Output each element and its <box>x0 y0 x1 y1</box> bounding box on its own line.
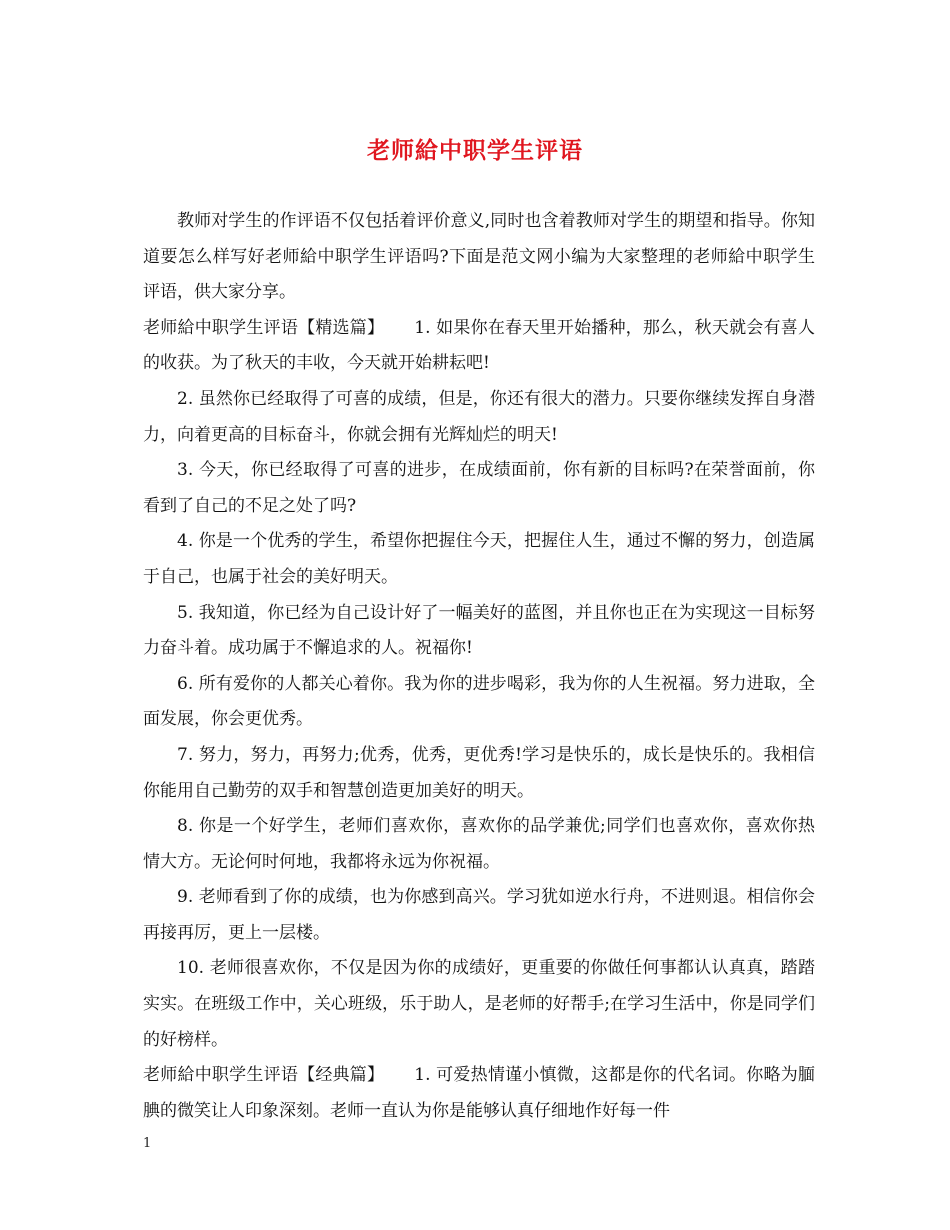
document-body <box>143 204 815 1129</box>
list-item: 8. 你是一个好学生，老师们喜欢你，喜欢你的品学兼优;同学们也喜欢你，喜欢你热情大方。无论何时何地，我都将永远为你祝福。 <box>143 816 815 872</box>
list-item: 6. 所有爱你的人都关心着你。我为你的进步喝彩，我为你的人生祝福。努力进取，全面发展，你会更优秀。 <box>143 673 815 730</box>
list-item: 10. 老师很喜欢你，不仅是因为你的成绩好，更重要的你做任何事都认认真真，踏踏实实。在班级工作中，关心班级，乐于助人，是老师的好帮手;在学习生活中，你是同学们的好榜样。 <box>143 958 815 1050</box>
section-1 <box>143 311 815 382</box>
list-item: 2. 虽然你已经取得了可喜的成绩，但是，你还有很大的潜力。只要你继续发挥自身潜力，向着更高的目标奋斗，你就会拥有光辉灿烂的明天! <box>143 388 815 445</box>
list-item: 7. 努力，努力，再努力;优秀，优秀，更优秀!学习是快乐的，成长是快乐的。我相信你能用自己勤劳的双手和智慧创造更加美好的明天。 <box>143 744 815 801</box>
section-1-heading: 老师給中职学生评语【精选篇】 <box>143 317 385 338</box>
intro-paragraph: 教师对学生的作评语不仅包括着评价意义,同时也含着教师对学生的期望和指导。你知道要怎么样写好老师給中职学生评语吗?下面是范文网小编为大家整理的老师給中职学生评语，供大家分享。 <box>143 211 815 303</box>
list-item: 3. 今天，你已经取得了可喜的进步，在成绩面前，你有新的目标吗?在荣誉面前，你看到了自己的不足之处了吗? <box>143 460 815 516</box>
list-item: 4. 你是一个优秀的学生，希望你把握住今天，把握住人生，通过不懈的努力，创造属于自己，也属于社会的美好明天。 <box>143 531 815 587</box>
section-2-heading: 老师給中职学生评语【经典篇】 <box>143 1065 385 1086</box>
list-item: 9. 老师看到了你的成绩，也为你感到高兴。学习犹如逆水行舟，不进则退。相信你会再接再厉，更上一层楼。 <box>143 887 815 943</box>
list-item: 5. 我知道，你已经为自己设计好了一幅美好的蓝图，并且你也正在为实现这一目标努力奋斗着。成功属于不懈追求的人。祝福你! <box>143 602 815 659</box>
document-title: 老师給中职学生评语 <box>367 137 583 164</box>
section-2-first-item: 1. 可爱热情谨小慎微，这都是你的代名词。你略为腼腆的微笑让人印象深刻。老师一直认为你是能够认真仔细地作好每一件 <box>143 1065 816 1121</box>
page-number: 1 <box>143 1136 152 1151</box>
section-1-first-item: 1. 如果你在春天里开始播种，那么，秋天就会有喜人的收获。为了秋天的丰收，今天就开始耕耘吧! <box>143 317 816 374</box>
section-2 <box>143 1058 815 1129</box>
